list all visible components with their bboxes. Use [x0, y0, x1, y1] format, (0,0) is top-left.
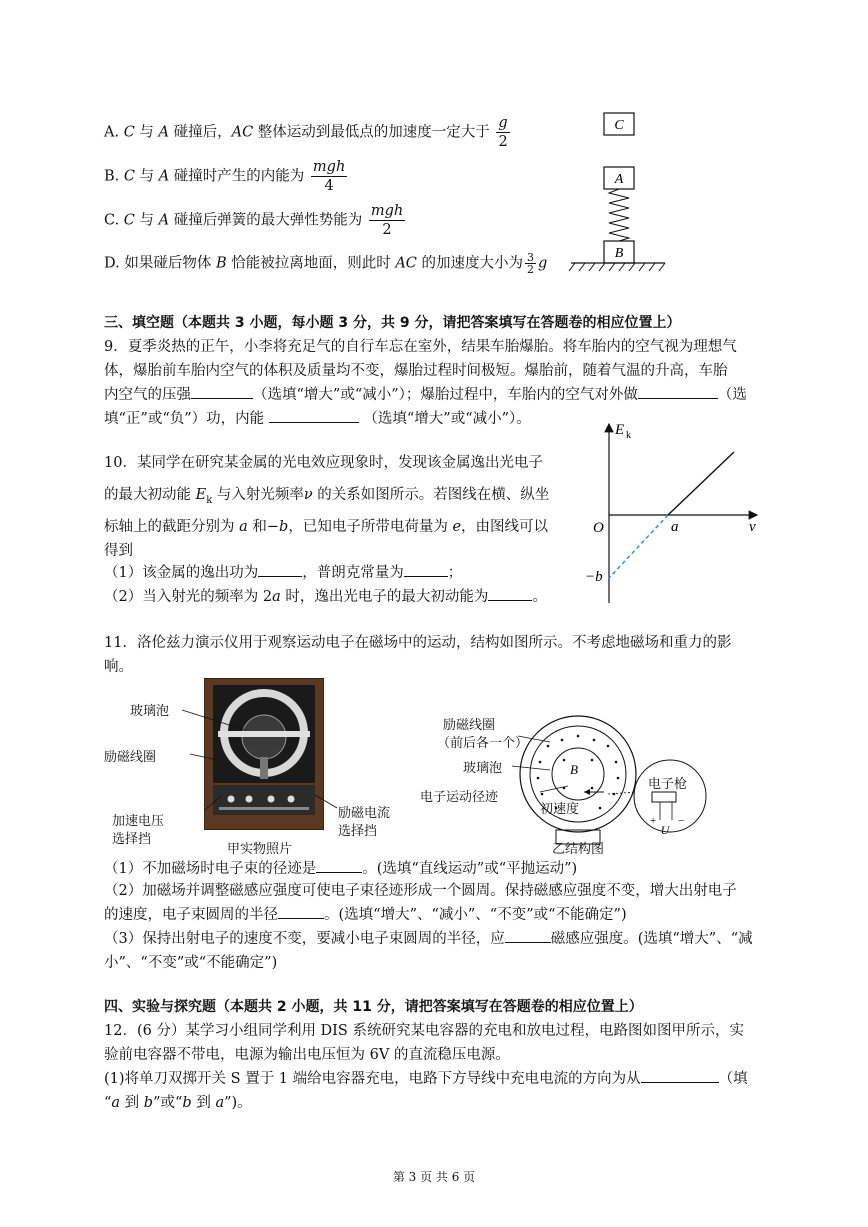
q11-sub3-line1: （3）保持出射电子的速度不变，要减小电子束圆周的半径，应 磁感应强度。(选填“增大”、“减 [104, 928, 753, 950]
section4-heading: 四、实验与探究题（本题共 2 小题，共 11 分，请把答案填写在答题卷的相应位置上） [104, 999, 643, 1015]
label-coil-note: （前后各一个） [437, 736, 529, 751]
answer-blank[interactable] [638, 384, 718, 399]
spring [609, 189, 629, 241]
block-c-label: C [614, 118, 624, 133]
q11-sub3-line2: 小”、“不变”或“不能确定”) [104, 955, 278, 971]
answer-blank[interactable] [269, 408, 359, 423]
answer-blank[interactable] [404, 562, 448, 577]
label-coil: 励磁线圈 [443, 718, 496, 733]
origin-label: O [593, 520, 604, 536]
spring-block-figure [565, 105, 675, 275]
option-b: B. C 与 A 碰撞时产生的内能为 $\frac{\text{mgh}}{4}$ [104, 159, 346, 194]
b-label: B [570, 762, 578, 777]
q10-line4: 得到 [104, 543, 133, 559]
q11-sub2-line2: 的速度，电子束圆周的半径 。(选填“增大”、“减小”、“不变”或“不能确定”) [104, 904, 627, 926]
fraction-3-over-2: $\frac{3}{2}$ [527, 251, 534, 276]
q11-sub1: （1）不加磁场时电子束的径迹是 。(选填“直线运动”或“平抛运动”) [104, 858, 577, 880]
q11-line1: 11．洛伦兹力演示仪用于观察运动电子在磁场中的运动，结构如图所示。不考虑地磁场和重力的影 [104, 635, 732, 651]
gun-zoom-circle [634, 760, 706, 832]
q10-sub1: （1）该金属的逸出功为 ，普朗克常量为 ； [104, 562, 462, 584]
label-voltage-2: 选择挡 [112, 832, 152, 847]
page-footer: 第 3 页 共 6 页 [392, 1170, 476, 1184]
q12-sub1-line2: “a 到 b”或“b 到 a”)。 [104, 1095, 252, 1111]
y-axis-label: E [615, 422, 625, 438]
answer-blank[interactable] [316, 858, 362, 873]
q11-line2: 响。 [104, 659, 133, 675]
q11-sub2-line1: （2）加磁场并调整磁感应强度可使电子束径迹形成一个圆周。保持磁感应强度不变，增大出射电子 [104, 883, 737, 899]
q10-sub2: （2）当入射光的频率为 2a 时，逸出光电子的最大初动能为 。 [104, 586, 547, 608]
ek-line-extension [609, 515, 668, 578]
answer-blank[interactable] [505, 928, 551, 943]
ground-hatch [569, 263, 665, 271]
answer-blank[interactable] [641, 1068, 719, 1083]
label-initial-velocity: 初速度 [540, 802, 580, 817]
y-intercept-label: −b [585, 569, 603, 585]
answer-blank[interactable] [488, 586, 532, 601]
x-intercept-label: a [671, 519, 679, 535]
q9-line2: 体，爆胎前车胎内空气的体积及质量均不变，爆胎过程时间极短。爆胎前，随着气温的升高，车胎 [104, 363, 728, 379]
q12-line2: 验前电容器不带电，电源为输出电压恒为 6V 的直流稳压电源。 [104, 1047, 510, 1063]
label-current-2: 选择挡 [338, 824, 378, 839]
q10-line3: 标轴上的截距分别为 a 和−b，已知电子所带电荷量为 e，由图线可以 [104, 519, 549, 535]
q9-line1: 9．夏季炎热的正午，小李将充足气的自行车忘在室外，结果车胎爆胎。将车胎内的空气视为理想气 [104, 339, 737, 355]
label-voltage-1: 加速电压 [112, 814, 165, 829]
label-current-1: 励磁电流 [338, 806, 391, 821]
option-a: A. C 与 A 碰撞后，AC 整体运动到最低点的加速度一定大于 $\frac{g}{2}$ [104, 115, 508, 150]
label-electron-path: 电子运动径迹 [420, 790, 499, 805]
block-a-label: A [614, 172, 624, 187]
y-axis-label-sub: k [626, 430, 631, 441]
fraction-mgh-over-2: $\frac{\text{mgh}}{2}$ [370, 203, 404, 238]
caption-structure: 乙结构图 [552, 842, 605, 857]
ek-vs-frequency-graph [585, 418, 770, 608]
option-d: D. 如果碰后物体 B 恰能被拉离地面，则此时 AC 的加速度大小为 $\frac{3}{2}$ g [104, 251, 548, 276]
q12-line1: 12．(6 分）某学习小组同学利用 DIS 系统研究某电容器的充电和放电过程，电路图如图甲所示，实 [104, 1023, 744, 1039]
svg-text:+: + [650, 815, 657, 827]
ek-line [668, 452, 734, 515]
fraction-mgh-over-4: $\frac{\text{mgh}}{4}$ [312, 159, 346, 194]
label-bulb: 玻璃泡 [463, 761, 503, 776]
q9-line3: 内空气的压强 （选填“增大”或“减小”）；爆胎过程中，车胎内的空气对外做 （选 [104, 384, 747, 406]
label-electron-gun: 电子枪 [648, 777, 688, 792]
section3-heading: 三、填空题（本题共 3 小题，每小题 3 分，共 9 分，请把答案填写在答题卷的相应位置上） [104, 315, 681, 331]
label-bulb: 玻璃泡 [130, 704, 170, 719]
svg-text:−: − [678, 815, 685, 827]
label-coil: 励磁线圈 [104, 750, 157, 765]
x-axis-label: ν [749, 519, 756, 535]
answer-blank[interactable] [191, 384, 253, 399]
electron-gun [652, 792, 676, 802]
block-b-label: B [614, 246, 624, 261]
fraction-g-over-2: $\frac{g}{2}$ [498, 115, 508, 150]
answer-blank[interactable] [258, 562, 302, 577]
q10-line2: 的最大初动能 $E_k$ 与入射光频率ν 的关系如图所示。若图线在横、纵坐 [104, 487, 550, 506]
q10-line1: 10．某同学在研究某金属的光电效应现象时，发现该金属逸出光电子 [104, 455, 543, 471]
u-label: U [660, 823, 670, 837]
caption-photo: 甲实物照片 [227, 842, 293, 857]
q9-line4: 填“正”或“负”）功，内能 （选填“增大”或“减小”）。 [104, 408, 531, 430]
answer-blank[interactable] [278, 904, 324, 919]
option-c: C. C 与 A 碰撞后弹簧的最大弹性势能为 $\frac{\text{mgh}}{2}$ [104, 203, 404, 238]
q12-sub1-line1: (1)将单刀双掷开关 S 置于 1 端给电容器充电，电路下方导线中充电电流的方向为从 （填 [104, 1068, 748, 1090]
